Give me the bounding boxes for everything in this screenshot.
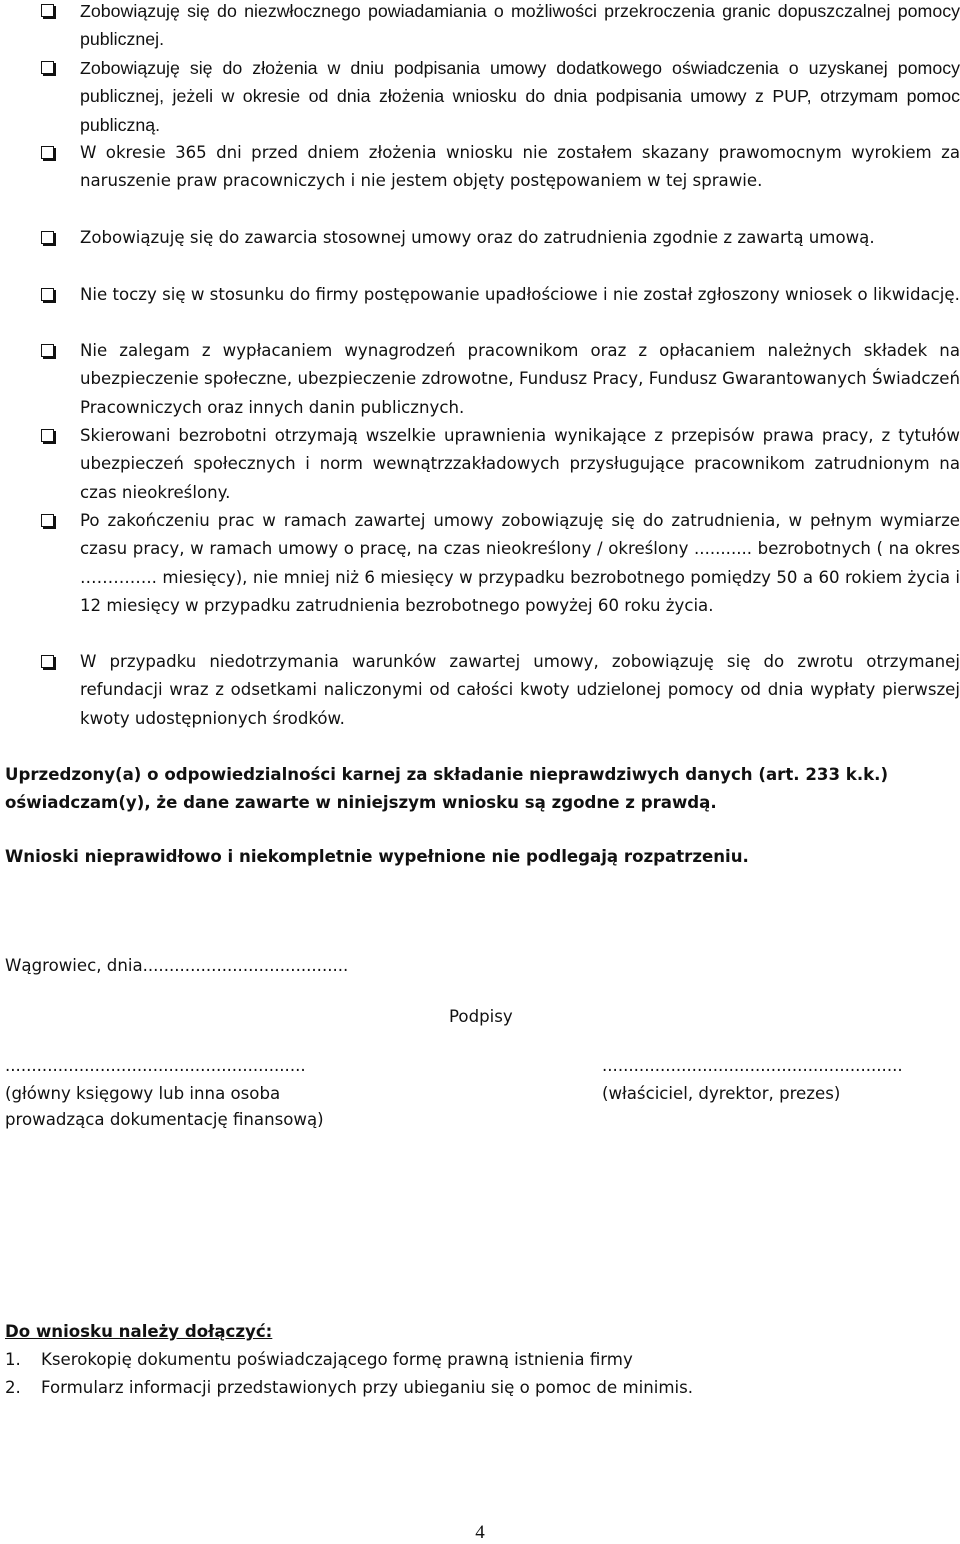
checklist-item — [0, 139, 960, 196]
page-number: 4 — [475, 1522, 485, 1543]
attachments-list — [5, 1346, 693, 1402]
signatures-title: Podpisy — [449, 1007, 513, 1026]
incomplete-application-notice: Wnioski nieprawidłowo i niekompletnie wypełnione nie podlegają rozpatrzeniu. — [5, 847, 749, 866]
list-item-text: Formularz informacji przedstawionych przy ubieganiu się o pomoc de minimis. — [41, 1378, 694, 1397]
checkbox[interactable] — [41, 146, 54, 159]
checklist-item-text: Zobowiązuję się do zawarcia stosownej umowy oraz do zatrudnienia zgodnie z zawartą umową. — [80, 228, 875, 247]
checklist-item-text: Nie zalegam z wypłacaniem wynagrodzeń pracownikom oraz z opłacaniem należnych składek na ubezpieczenie społeczne, ubezpieczenie zdrowotne, Fundusz Pracy, Fundusz Gwarantowanych Świadczeń Pracowniczych oraz innych danin publicznych. — [80, 341, 960, 417]
list-number: 1. — [5, 1350, 21, 1369]
checklist-item — [0, 0, 960, 54]
checkbox[interactable] — [41, 344, 54, 357]
checklist-item-text: Zobowiązuję się do niezwłocznego powiadamiania o możliwości przekroczenia granic dopuszczalnej pomocy publicznej. — [80, 1, 960, 50]
checklist-item — [0, 337, 960, 422]
checklist-item-text: W przypadku niedotrzymania warunków zawartej umowy, zobowiązuję się do zwrotu otrzymanej refundacji wraz z odsetkami naliczonymi od całości kwoty udzielonej pomocy od dnia wypłaty pierwszej kwoty udostępnionych środków. — [80, 652, 960, 728]
checklist-item — [0, 54, 960, 139]
checklist-item — [0, 648, 960, 733]
checklist-item — [0, 507, 960, 620]
checkbox[interactable] — [41, 514, 54, 527]
checklist-item-text: Po zakończeniu prac w ramach zawartej umowy zobowiązuję się do zatrudnienia, w pełnym wymiarze czasu pracy, w ramach umowy o pracę, na czas nieokreślony / określony ........... bezrobotnych ( na okres ………….. miesięcy), nie mniej niż 6 miesięcy w przypadku bezrobotnego pomiędzy 50 a 60 rokiem życia i 12 miesięcy w przypadku zatrudnienia bezrobotnego powyżej 60 roku życia. — [80, 511, 960, 615]
checkbox[interactable] — [41, 655, 54, 668]
checklist-item-text: W okresie 365 dni przed dniem złożenia wniosku nie zostałem skazany prawomocnym wyrokiem za naruszenie praw pracowniczych i nie jestem objęty postępowaniem w tej sprawie. — [80, 143, 960, 191]
list-item — [5, 1374, 693, 1402]
checklist-item-text: Skierowani bezrobotni otrzymają wszelkie uprawnienia wynikające z przepisów prawa pracy, z tytułów ubezpieczeń społecznych i norm wewnątrzzakładowych przysługujące pracownikom zatrudnionym na czas nieokreślony. — [80, 426, 960, 502]
checklist-item — [0, 281, 960, 309]
checkbox[interactable] — [41, 61, 54, 74]
place-and-date: Wągrowiec, dnia....................................... — [5, 956, 349, 975]
left-signature-line: ......................................................... — [5, 1056, 306, 1075]
list-item — [5, 1346, 693, 1374]
checklist-item-text: Nie toczy się w stosunku do firmy postępowanie upadłościowe i nie został zgłoszony wniosek o likwidację. — [80, 285, 960, 304]
checklist-item-text: Zobowiązuję się do złożenia w dniu podpisania umowy dodatkowego oświadczenia o uzyskanej pomocy publicznej, jeżeli w okresie od dnia złożenia wniosku do dnia podpisania umowy z PUP, otrzymam pomoc publiczną. — [80, 58, 960, 135]
right-signature-line: ......................................................... — [602, 1056, 903, 1075]
checklist-item — [0, 422, 960, 507]
list-number: 2. — [5, 1378, 21, 1397]
checkbox[interactable] — [41, 429, 54, 442]
attachments-heading: Do wniosku należy dołączyć: — [5, 1322, 273, 1341]
right-signature-caption: (właściciel, dyrektor, prezes) — [602, 1084, 841, 1103]
criminal-liability-statement: Uprzedzony(a) o odpowiedzialności karnej za składanie nieprawdziwych danych (art. 233 k.k.) oświadczam(y), że dane zawarte w niniejszym wniosku są zgodne z prawdą. — [5, 765, 889, 813]
checkbox[interactable] — [41, 231, 54, 244]
checkbox[interactable] — [41, 4, 54, 17]
left-signature-caption-2: prowadząca dokumentację finansową) — [5, 1110, 324, 1129]
left-signature-caption: (główny księgowy lub inna osoba — [5, 1084, 281, 1103]
checklist-item — [0, 224, 960, 252]
list-item-text: Kserokopię dokumentu poświadczającego formę prawną istnienia firmy — [41, 1350, 633, 1369]
checkbox[interactable] — [41, 288, 54, 301]
